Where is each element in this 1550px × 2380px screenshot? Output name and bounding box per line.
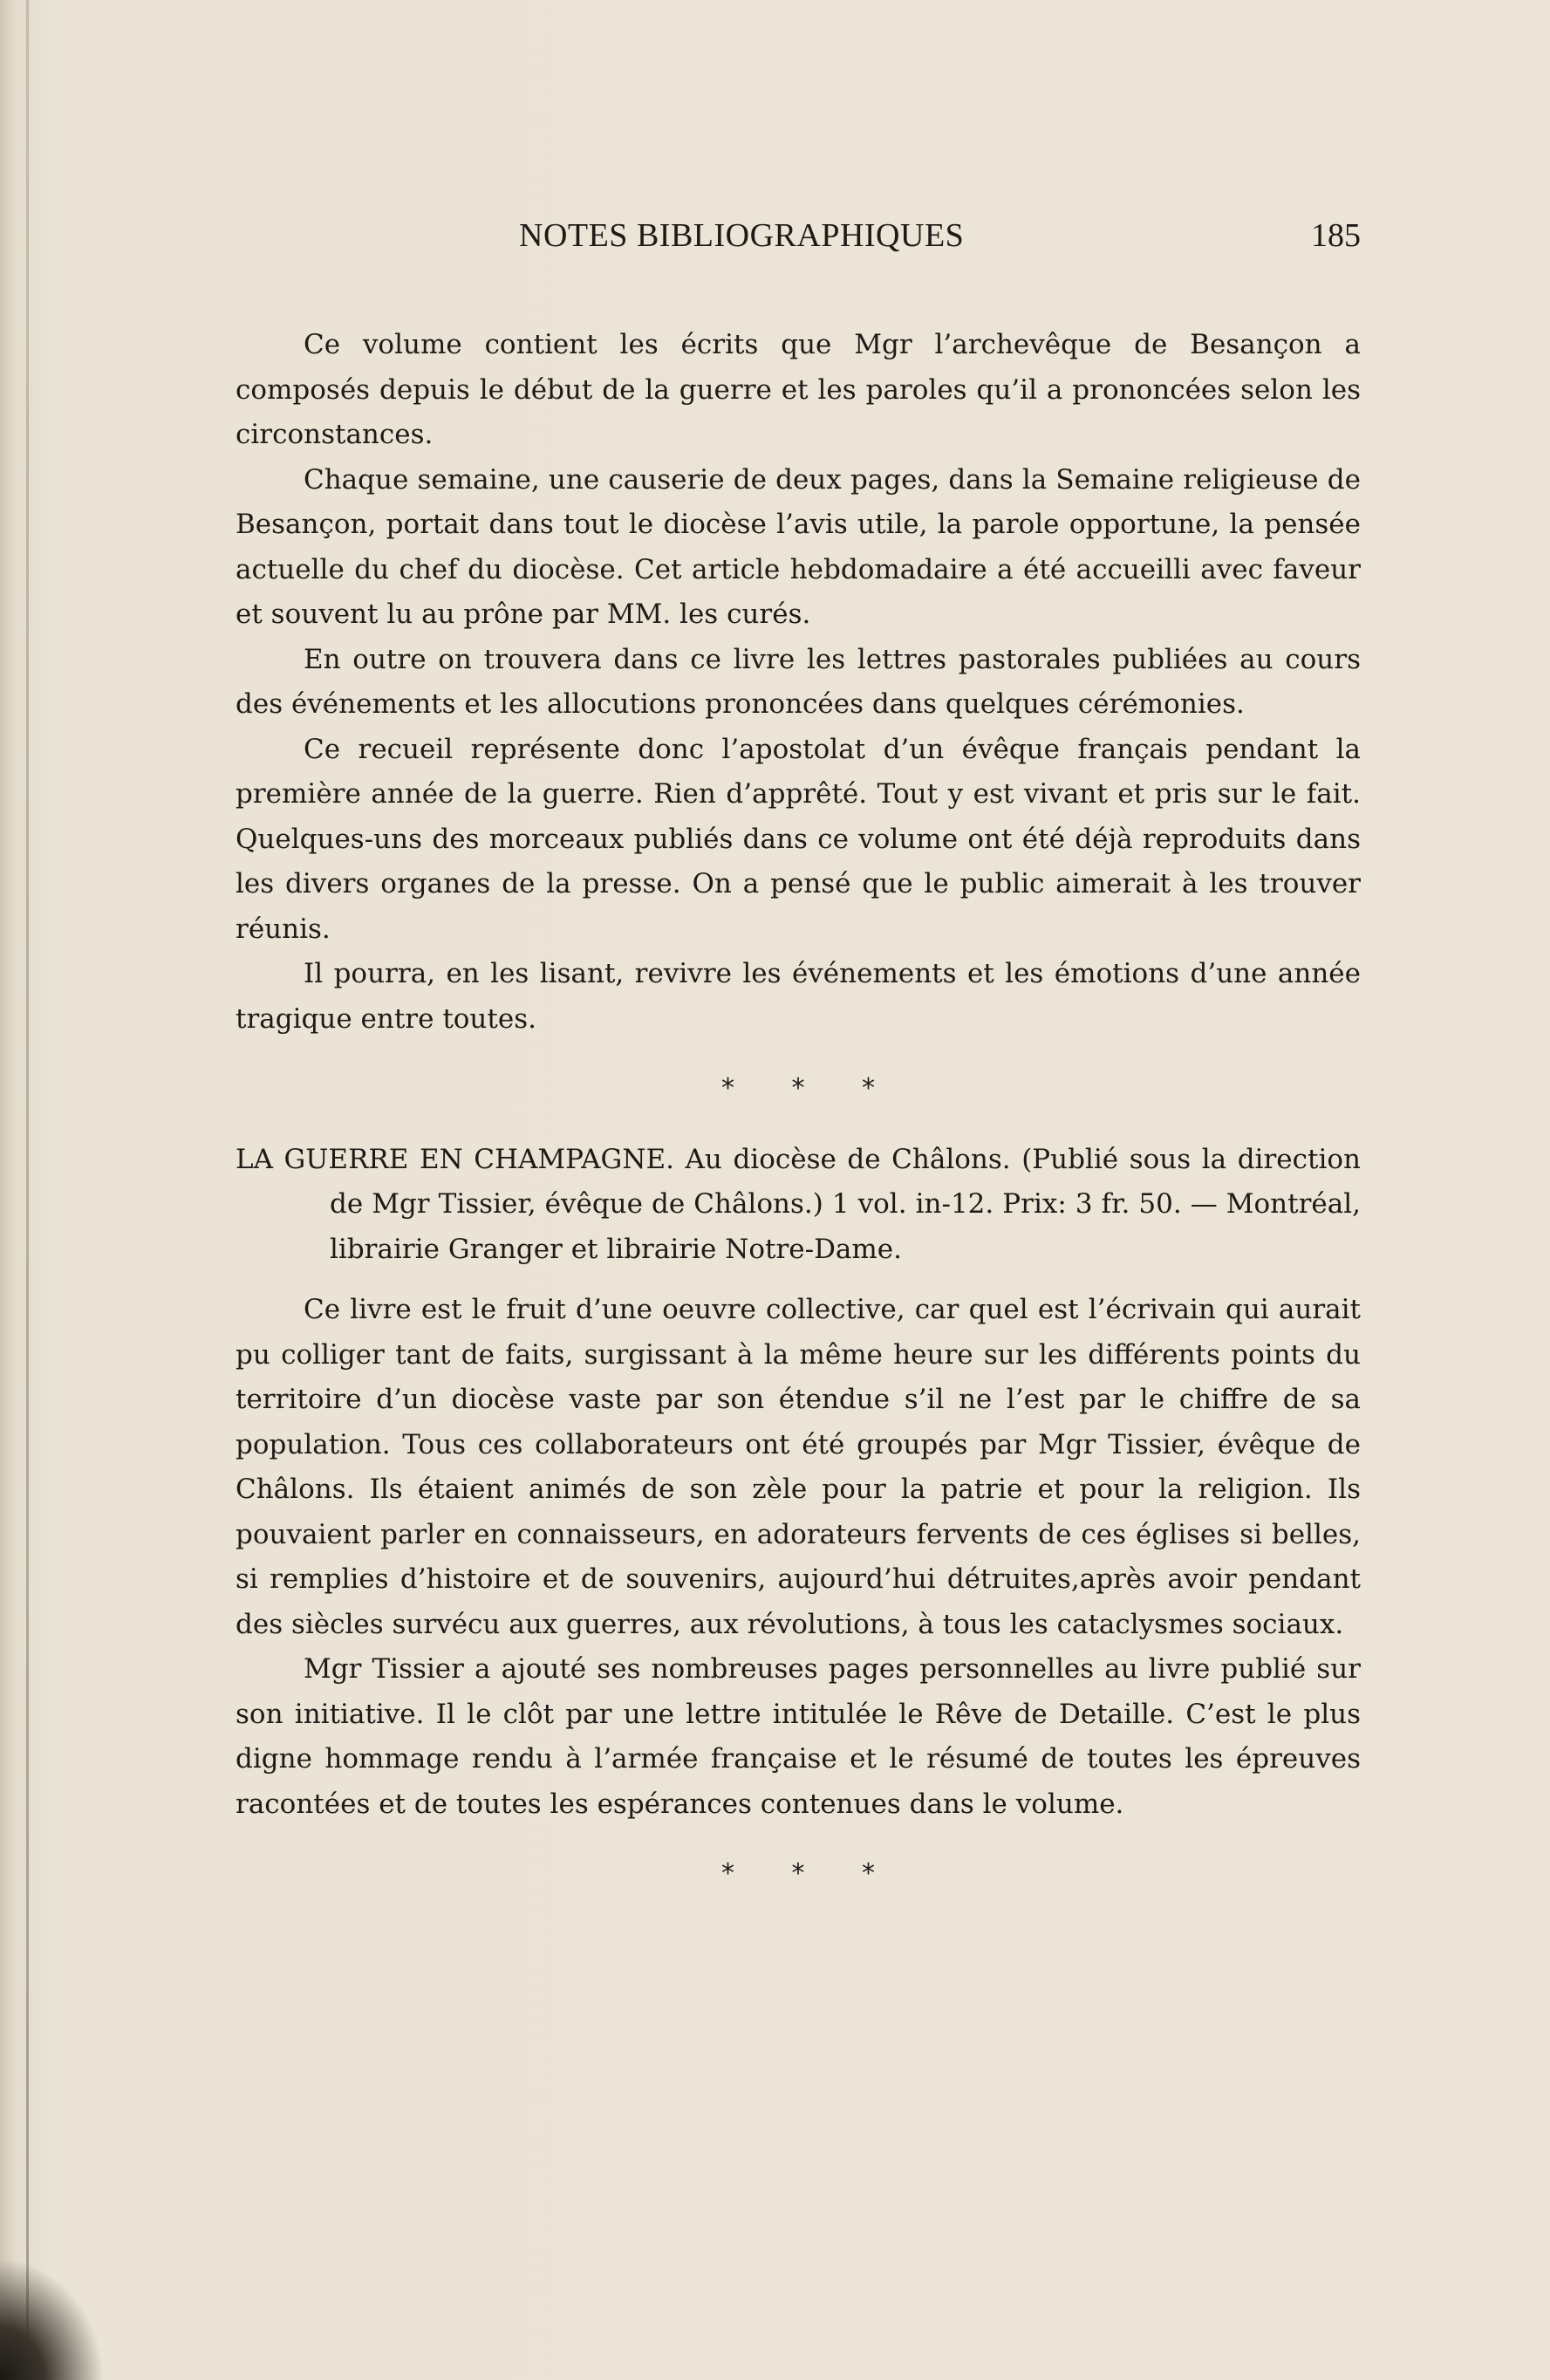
section-separator: * * * [720, 1858, 900, 1889]
entry-details: Au diocèse de Châlons. (Publié sous la direction de Mgr Tissier, évêque de Châlons.) 1 vol. in-12. Prix: 3 fr. 50. — Montréal, librairie Granger et librairie Notre-Dame. [330, 1143, 1361, 1265]
page-body [236, 323, 1361, 1923]
scan-corner-shadow [0, 2258, 105, 2380]
paragraph: Ce recueil représente donc l’apostolat d’un évêque français pendant la première année de la guerre. Rien d’apprêté. Tout y est vivant et pris sur le fait. Quelques-uns des morceaux publiés dans ce volume ont été déjà reproduits dans les divers organes de la presse. On a pensé que le public aimerait à les trouver réunis. [236, 733, 1361, 945]
section-separator: * * * [720, 1073, 900, 1104]
paragraph: Ce livre est le fruit d’une oeuvre collective, car quel est l’écrivain qui aurait pu colliger tant de faits, surgissant à la même heure sur les différents points du territoire d’un diocèse vaste par son étendue s’il ne l’est par le chiffre de sa population. Tous ces collaborateurs ont été groupés par Mgr Tissier, évêque de Châlons. Ils étaient animés de son zèle pour la patrie et pour la religion. Ils pouvaient parler en connaisseurs, en adorateurs fervents de ces églises si belles, si remplies d’histoire et de souvenirs, aujourd’hui détruites,après avoir pendant des siècles survécu aux guerres, aux révolutions, à tous les cataclysmes sociaux. [236, 1294, 1361, 1640]
page-gutter [26, 0, 29, 2380]
paragraph: En outre on trouvera dans ce livre les lettres pastorales publiées au cours des événements et les allocutions prononcées dans quelques cérémonies. [236, 643, 1361, 720]
entry-title: LA GUERRE EN CHAMPAGNE. [236, 1143, 674, 1175]
bibliographic-entry [236, 1138, 1361, 1273]
paragraph: Chaque semaine, une causerie de deux pages, dans la Semaine religieuse de Besançon, portait dans tout le diocèse l’avis utile, la parole opportune, la pensée actuelle du chef du diocèse. Cet article hebdomadaire a été accueilli avec faveur et souvent lu au prône par MM. les curés. [236, 463, 1361, 630]
running-head: NOTES BIBLIOGRAPHIQUES [519, 217, 965, 254]
paragraph: Mgr Tissier a ajouté ses nombreuses pages personnelles au livre publié sur son initiative. Il le clôt par une lettre intitulée le Rêve de Detaille. C’est le plus digne hommage rendu à l’armée française et le résumé de toutes les épreuves racontées et de toutes les espérances contenues dans le volume. [236, 1653, 1361, 1820]
page-header [236, 216, 1361, 260]
page-number: 185 [1311, 217, 1361, 254]
paragraph: Ce volume contient les écrits que Mgr l’archevêque de Besançon a composés depuis le début de la guerre et les paroles qu’il a prononcées selon les circonstances. [236, 329, 1361, 450]
paragraph: Il pourra, en les lisant, revivre les événements et les émotions d’une année tragique entre toutes. [236, 958, 1361, 1035]
